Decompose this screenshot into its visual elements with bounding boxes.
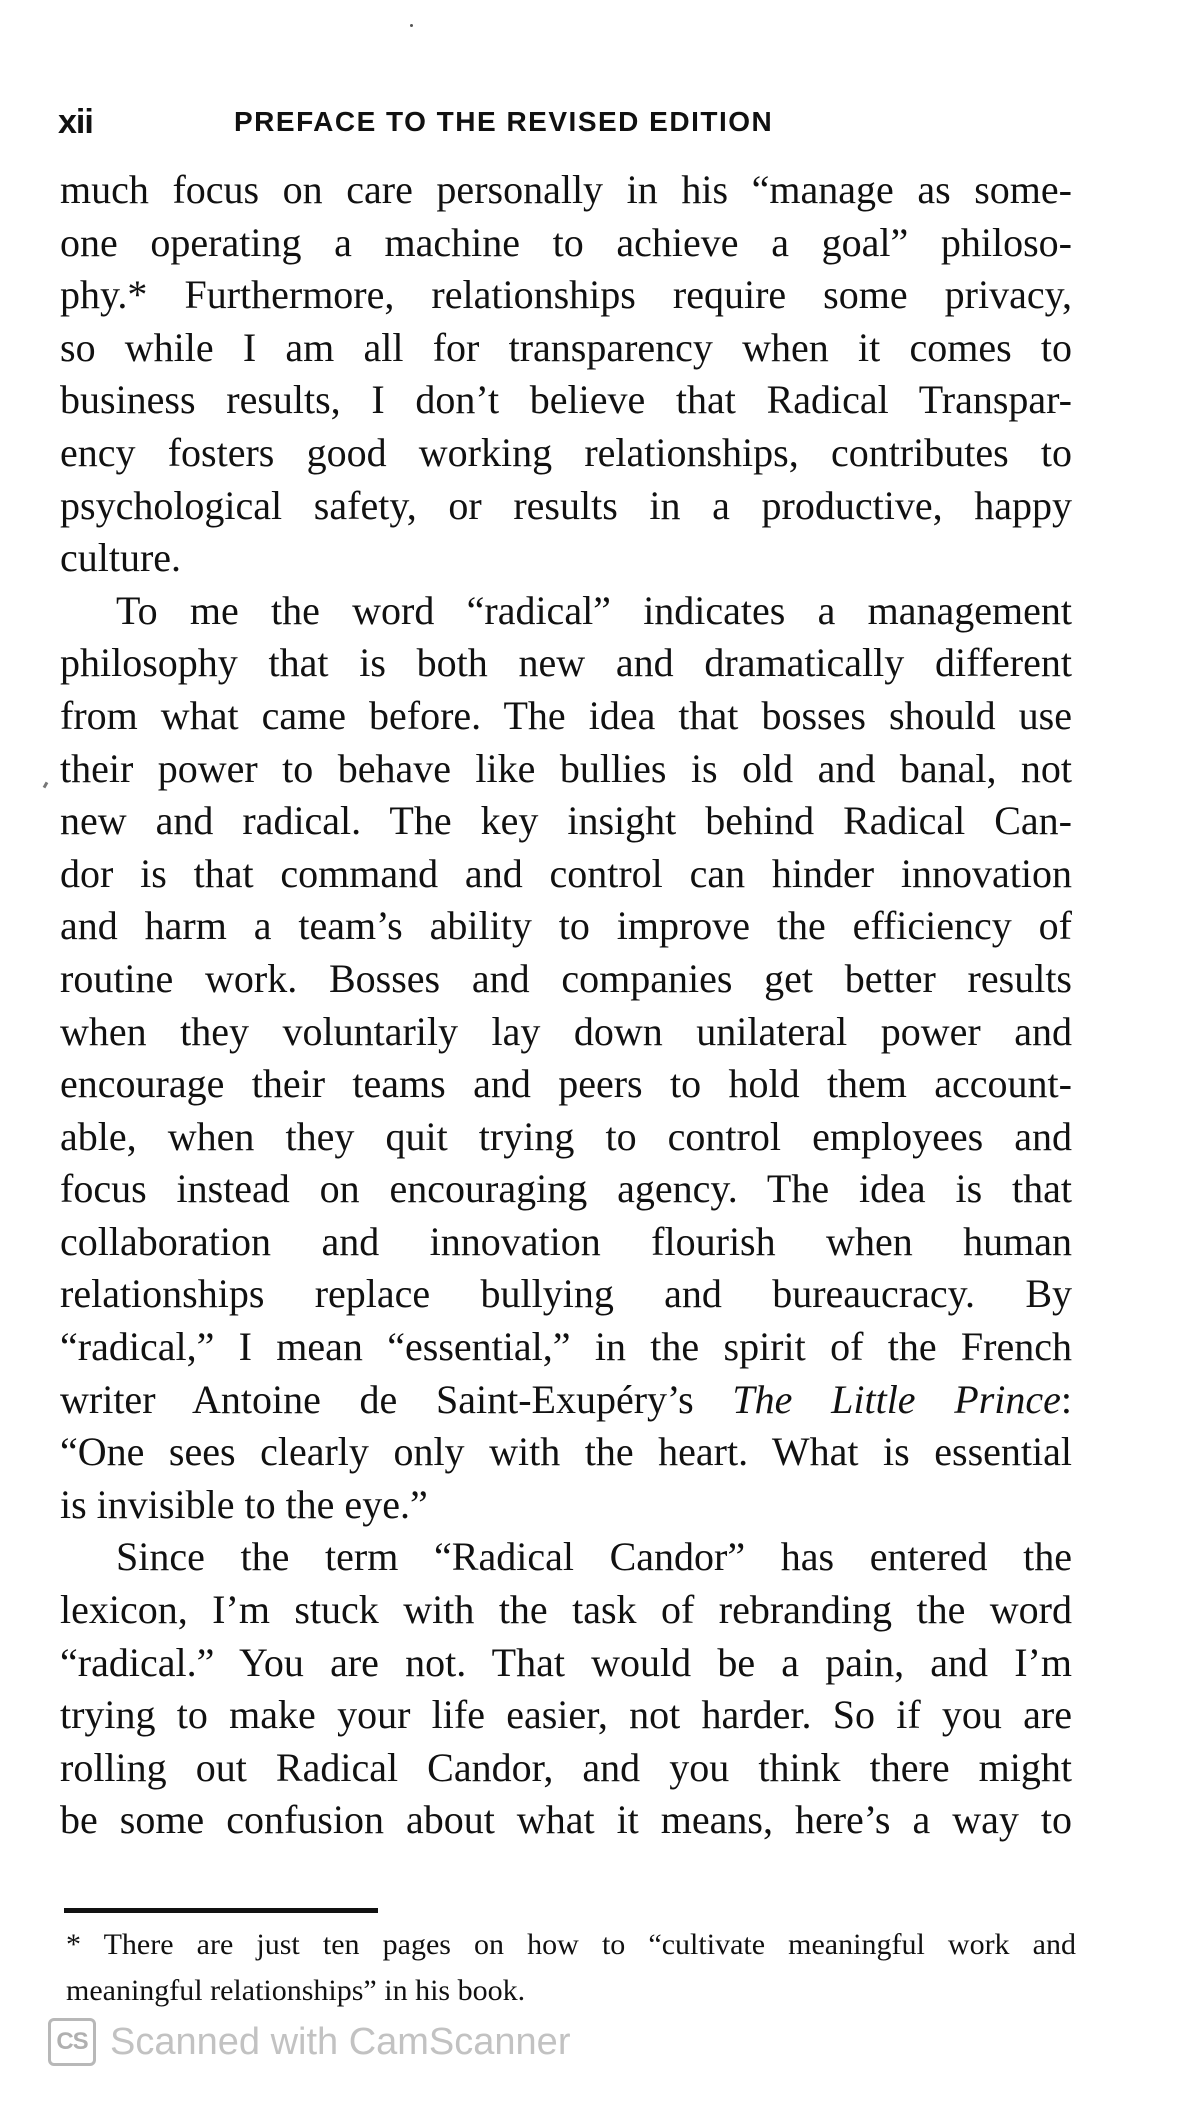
line-text-before: writer Antoine de Saint-Exupéry’s [60,1376,733,1422]
body-line: their power to behave like bullies is old and banal, not [60,745,1072,791]
body-line: focus instead on encouraging agency. The idea is that [60,1166,1072,1212]
body-line-paragraph-end: is invisible to the eye.” [60,1481,428,1527]
body-line: collaboration and innovation flourish when human [60,1218,1072,1264]
body-line: psychological safety, or results in a productive, happy [60,482,1072,528]
body-line: ency fosters good working relationships, contributes to [60,429,1072,475]
body-line: “One sees clearly only with the heart. What is essential [60,1429,1072,1475]
camscanner-logo-icon: CS [48,2018,96,2066]
body-line: much focus on care personally in his “manage as some- [60,167,1072,212]
scan-speck [43,782,49,789]
footnote-rule [64,1908,378,1913]
body-line: one operating a machine to achieve a goal” philoso- [60,219,1072,265]
body-line: when they voluntarily lay down unilateral power and [60,1008,1072,1054]
body-line: relationships replace bullying and bureaucracy. By [60,1271,1072,1317]
watermark-text: Scanned with CamScanner [110,2021,571,2063]
body-line: rolling out Radical Candor, and you think there might [60,1744,1072,1790]
body-line: trying to make your life easier, not harder. So if you are [60,1692,1072,1738]
body-line: philosophy that is both new and dramatically different [60,640,1072,686]
body-line: “radical.” You are not. That would be a pain, and I’m [60,1639,1072,1685]
footnote-line: meaningful relationships” in his book. [66,1974,526,2007]
body-line: dor is that command and control can hinder innovation [60,850,1072,896]
body-line: be some confusion about what it means, here’s a way to [60,1797,1072,1843]
body-line: so while I am all for transparency when it comes to [60,324,1072,370]
line-text-after: : [1060,1376,1072,1422]
body-line: encourage their teams and peers to hold them account- [60,1061,1072,1107]
body-line: and harm a team’s ability to improve the efficiency of [60,903,1072,949]
running-head [58,102,1118,142]
footnote [66,1922,1076,2014]
body-line-paragraph-start: To me the word “radical” indicates a management [116,587,1072,633]
body-line: new and radical. The key insight behind Radical Can- [60,798,1072,844]
body-line: “radical,” I mean “essential,” in the spirit of the French [60,1324,1072,1370]
running-head-title: PREFACE TO THE REVISED EDITION [234,106,774,137]
camscanner-watermark [48,2014,570,2070]
body-line-paragraph-start: Since the term “Radical Candor” has entered the [116,1534,1072,1580]
footnote-line: * There are just ten pages on how to “cultivate meaningful work and [66,1928,1076,1961]
book-title-italic: The Little Prince [732,1376,1061,1422]
body-line: able, when they quit trying to control employees and [60,1113,1072,1159]
body-line: routine work. Bosses and companies get better results [60,955,1072,1001]
body-line-paragraph-end: culture. [60,535,182,581]
body-line: lexicon, I’m stuck with the task of rebranding the word [60,1587,1072,1633]
body-line: business results, I don’t believe that Radical Transpar- [60,377,1072,423]
body-text [60,164,1072,1847]
body-line: from what came before. The idea that bosses should use [60,692,1072,738]
page-number: xii [58,103,93,141]
scan-speck [410,24,413,27]
body-line: phy.* Furthermore, relationships require some privacy, [60,272,1072,318]
body-line-with-book-title [60,1374,1072,1427]
